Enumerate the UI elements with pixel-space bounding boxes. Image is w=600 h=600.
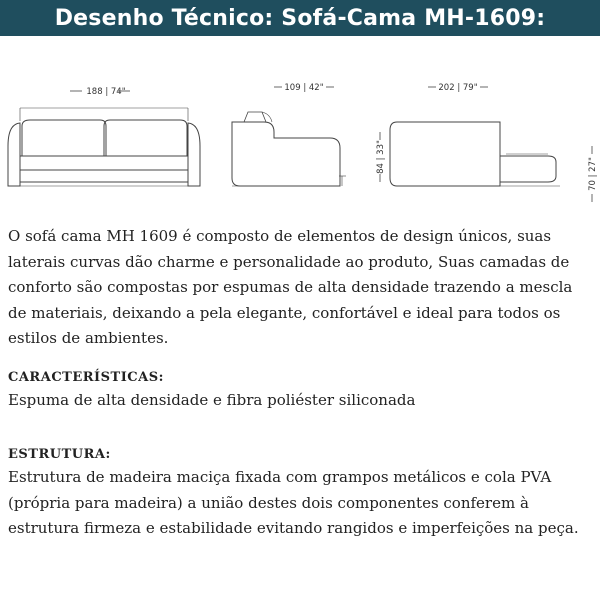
description-paragraph: O sofá cama MH 1609 é composto de elementos de design únicos, suas laterais curvas dão charme e personalidade ao produto, Suas camadas de conforto são compostas por espumas de alta densidade trazendo a mescla de materiais, deixando a pela elegante, confortável e ideal para todos os estilos de ambientes. [8, 227, 573, 347]
side-depth-label: 109 | 42" [284, 83, 324, 93]
estrutura-text: Estrutura de madeira maciça fixada com grampos metálicos e cola PVA (própria para madeira) a união destes dois componentes conferem à estrutura firmeza e estabilidade evitando rangidos e imperfeições na peça. [8, 468, 579, 537]
caracteristicas-heading: CARACTERÍSTICAS: [8, 369, 164, 385]
caracteristicas-text: Espuma de alta densidade e fibra poliéster siliconada [8, 390, 416, 409]
side-view-sofa [232, 112, 346, 186]
header-bar [0, 0, 600, 36]
front-view-sofa [8, 108, 200, 186]
content [8, 224, 592, 542]
technical-drawing [0, 36, 600, 216]
bed-view-sofa [390, 122, 560, 186]
estrutura-heading: ESTRUTURA: [8, 447, 111, 462]
bed-length-label: 202 | 79" [438, 83, 478, 93]
technical-drawing-svg [0, 36, 600, 216]
bed-height-label: 70 | 27" [588, 157, 598, 191]
front-width-label: 188 | 74" [86, 87, 126, 97]
side-height-label: 84 | 33" [376, 140, 386, 174]
page-title: Desenho Técnico: Sofá-Cama MH-1609: [54, 5, 546, 31]
